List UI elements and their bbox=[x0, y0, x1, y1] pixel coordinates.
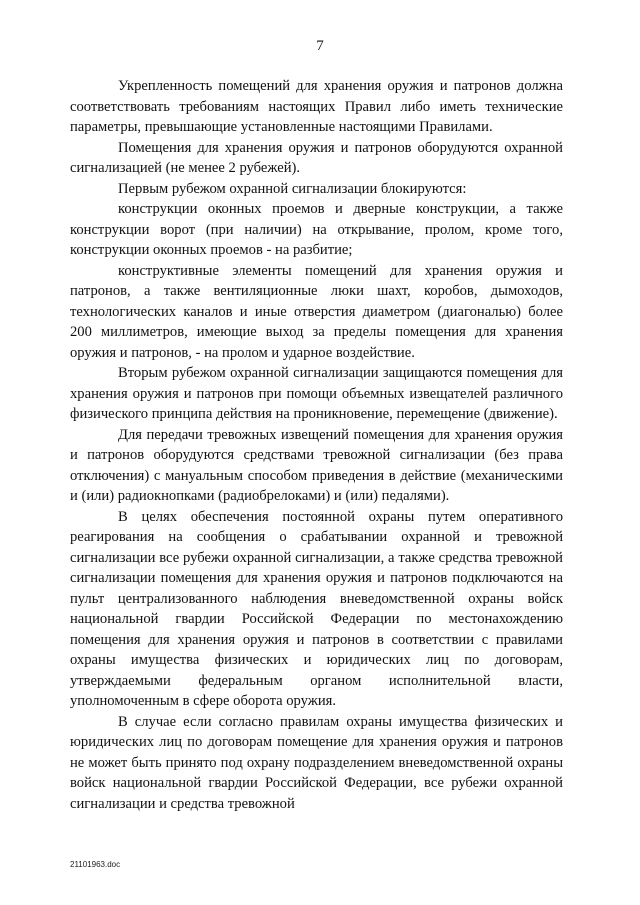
paragraph-7: Для передачи тревожных извещений помещения для хранения оружия и патронов оборудуются средствами тревожной сигнализации (без права отключения) с мануальным способом приведения в действие (механическими и (или) радиокнопками (радиобрелоками) и (или) педалями). bbox=[70, 426, 563, 504]
paragraph-3: Первым рубежом охранной сигнализации блокируются: bbox=[118, 180, 467, 197]
footer-filename: 21101963.doc bbox=[70, 860, 121, 869]
paragraph-4: конструкции оконных проемов и дверные конструкции, а также конструкции ворот (при наличии) на открывание, пролом, кроме того, конструкции оконных проемов - на разбитие; bbox=[70, 201, 563, 258]
paragraph-2: Помещения для хранения оружия и патронов оборудуются охранной сигнализацией (не менее 2 рубежей). bbox=[70, 139, 563, 176]
document-body bbox=[70, 76, 563, 814]
paragraph-6: Вторым рубежом охранной сигнализации защищаются помещения для хранения оружия и патронов при помощи объемных извещателей различного физического принципа действия на проникновение, перемещение (движение). bbox=[70, 365, 563, 422]
paragraph-8: В целях обеспечения постоянной охраны путем оперативного реагирования на сообщения о срабатывании охранной и тревожной сигнализации все рубежи охранной сигнализации, а также средства тревожной сигнализации помещения для хранения оружия и патронов подключаются на пульт централизованного наблюдения вневедомственной охраны войск национальной гвардии Российской Федерации по местонахождению помещения для хранения оружия и патронов в соответствии с правилами охраны имущества физических и юридических лиц по договорам, утверждаемыми федеральным органом исполнительной власти, уполномоченным в сфере оборота оружия. bbox=[70, 508, 563, 709]
page-number: 7 bbox=[316, 38, 324, 54]
paragraph-1: Укрепленность помещений для хранения оружия и патронов должна соответствовать требованиям настоящих Правил либо иметь технические параметры, превышающие установленные настоящими Правилами. bbox=[70, 78, 563, 135]
paragraph-9: В случае если согласно правилам охраны имущества физических и юридических лиц по договорам помещение для хранения оружия и патронов не может быть принято под охрану подразделением вневедомственной охраны войск национальной гвардии Российской Федерации, все рубежи охранной сигнализации и средства тревожной bbox=[70, 713, 563, 812]
paragraph-5: конструктивные элементы помещений для хранения оружия и патронов, а также вентиляционные люки шахт, коробов, дымоходов, технологических каналов и иные отверстия диаметром (диагональю) более 200 миллиметров, имеющие выход за пределы помещения для хранения оружия и патронов, - на пролом и ударное воздействие. bbox=[70, 262, 563, 361]
